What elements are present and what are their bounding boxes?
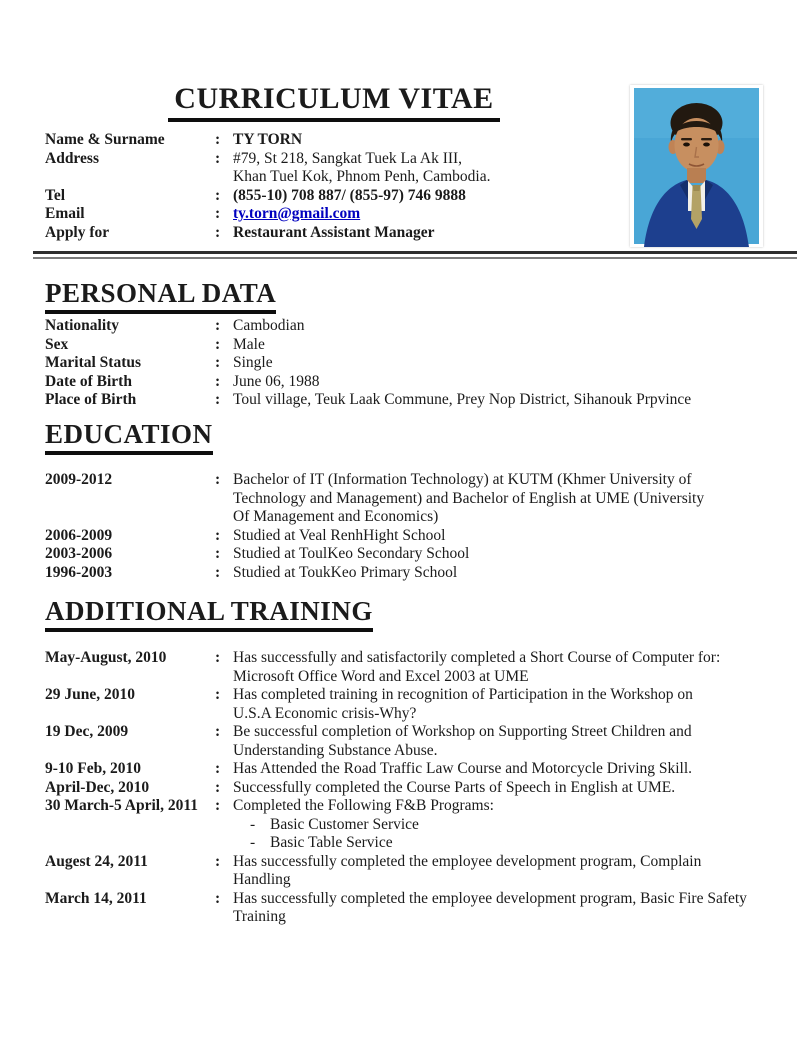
email-link[interactable]: ty.torn@gmail.com bbox=[233, 205, 361, 222]
field-row-name bbox=[45, 131, 623, 150]
education-heading: EDUCATION bbox=[45, 419, 213, 455]
row-label: 9-10 Feb, 2010 bbox=[45, 760, 142, 777]
bullet-item bbox=[233, 834, 793, 853]
row-label: May-August, 2010 bbox=[45, 649, 167, 666]
apply-for-value: Restaurant Assistant Manager bbox=[233, 223, 435, 241]
row-value-line: Studied at ToukKeo Primary School bbox=[233, 563, 458, 581]
training-row bbox=[45, 723, 793, 760]
portrait-photo bbox=[630, 85, 763, 247]
education-row bbox=[45, 564, 793, 583]
row-label: 19 Dec, 2009 bbox=[45, 723, 129, 740]
row-label: Nationality bbox=[45, 317, 120, 334]
bullet-text: Basic Customer Service bbox=[270, 815, 419, 833]
training-row bbox=[45, 686, 793, 723]
row-value-line: Handling bbox=[233, 871, 291, 888]
personal-row-nationality bbox=[45, 317, 793, 336]
row-value-line: Has successfully completed the employee development program, Complain bbox=[233, 852, 702, 870]
colon: : bbox=[215, 723, 221, 740]
row-label: 1996-2003 bbox=[45, 563, 113, 581]
row-label: April-Dec, 2010 bbox=[45, 778, 150, 796]
tel-value: (855-10) 708 887/ (855-97) 746 9888 bbox=[233, 186, 466, 204]
row-label: 2006-2009 bbox=[45, 526, 113, 544]
bullet-dash: - bbox=[250, 834, 256, 851]
education-row bbox=[45, 471, 793, 527]
row-value-line: Successfully completed the Course Parts of Speech in English at UME. bbox=[233, 778, 676, 796]
bullet-dash: - bbox=[250, 815, 256, 833]
training-row bbox=[45, 890, 793, 927]
row-value-line: Studied at Veal RenhHight School bbox=[233, 526, 446, 544]
colon: : bbox=[215, 760, 221, 777]
row-value-line: Studied at ToulKeo Secondary School bbox=[233, 545, 470, 562]
row-label: 29 June, 2010 bbox=[45, 686, 135, 703]
field-label: Apply for bbox=[45, 223, 110, 241]
row-label: 2003-2006 bbox=[45, 545, 113, 562]
training-row bbox=[45, 779, 793, 798]
row-value-line: Has completed training in recognition of Participation in the Workshop on bbox=[233, 686, 693, 703]
address-line: #79, St 218, Sangkat Tuek La Ak III, bbox=[233, 149, 463, 167]
personal-row-date-of-birth bbox=[45, 373, 793, 392]
field-label: Email bbox=[45, 205, 85, 222]
colon: : bbox=[215, 686, 221, 703]
section-personal-data bbox=[45, 278, 793, 410]
colon: : bbox=[215, 563, 221, 581]
colon: : bbox=[215, 131, 221, 148]
row-value-line: Has successfully completed the employee development program, Basic Fire Safety bbox=[233, 889, 747, 907]
row-value-line: Completed the Following F&B Programs: bbox=[233, 797, 494, 814]
row-label: March 14, 2011 bbox=[45, 889, 147, 907]
section-education bbox=[45, 419, 793, 582]
colon: : bbox=[215, 545, 221, 562]
field-row-tel bbox=[45, 187, 623, 206]
colon: : bbox=[215, 889, 221, 907]
colon: : bbox=[215, 526, 221, 544]
row-value-line: Technology and Management) and Bachelor of English at UME (University bbox=[233, 489, 705, 507]
colon: : bbox=[215, 317, 221, 334]
field-row-email bbox=[45, 205, 623, 224]
colon: : bbox=[215, 354, 221, 371]
row-value-line: Microsoft Office Word and Excel 2003 at UME bbox=[233, 667, 529, 685]
row-value: Toul village, Teuk Laak Commune, Prey Nop District, Sihanouk Prpvince bbox=[233, 391, 692, 408]
row-value-line: Training bbox=[233, 908, 286, 925]
colon: : bbox=[215, 649, 221, 666]
name-value: TY TORN bbox=[233, 131, 303, 148]
personal-row-place-of-birth bbox=[45, 391, 793, 410]
row-label: 2009-2012 bbox=[45, 471, 113, 488]
bullet-item bbox=[233, 816, 793, 835]
title-wrap bbox=[45, 82, 623, 122]
colon: : bbox=[215, 223, 221, 241]
colon: : bbox=[215, 149, 221, 167]
row-label: Marital Status bbox=[45, 354, 142, 371]
colon: : bbox=[215, 797, 221, 814]
colon: : bbox=[215, 335, 221, 353]
header-divider bbox=[33, 251, 797, 259]
training-row bbox=[45, 760, 793, 779]
row-value-line: Has successfully and satisfactorily completed a Short Course of Computer for: bbox=[233, 649, 721, 666]
education-row bbox=[45, 545, 793, 564]
additional-training-heading: ADDITIONAL TRAINING bbox=[45, 596, 373, 632]
row-label: Augest 24, 2011 bbox=[45, 852, 148, 870]
personal-row-marital-status bbox=[45, 354, 793, 373]
colon: : bbox=[215, 186, 221, 204]
row-label: 30 March-5 April, 2011 bbox=[45, 797, 198, 814]
personal-data-heading: PERSONAL DATA bbox=[45, 278, 276, 314]
row-value-line: Understanding Substance Abuse. bbox=[233, 741, 438, 759]
colon: : bbox=[215, 852, 221, 870]
portrait-photo-graphic bbox=[630, 85, 763, 247]
row-value: Male bbox=[233, 335, 265, 353]
education-row bbox=[45, 527, 793, 546]
bullet-text: Basic Table Service bbox=[270, 834, 393, 851]
section-additional-training bbox=[45, 596, 793, 927]
address-line: Khan Tuel Kok, Phnom Penh, Cambodia. bbox=[233, 168, 491, 185]
personal-row-sex bbox=[45, 336, 793, 355]
training-row bbox=[45, 649, 793, 686]
training-row bbox=[45, 853, 793, 890]
row-label: Date of Birth bbox=[45, 372, 132, 390]
row-value-line: Has Attended the Road Traffic Law Course and Motorcycle Driving Skill. bbox=[233, 760, 693, 777]
colon: : bbox=[215, 391, 221, 408]
row-value: Cambodian bbox=[233, 317, 305, 334]
row-value: June 06, 1988 bbox=[233, 372, 320, 390]
field-label: Name & Surname bbox=[45, 131, 165, 148]
training-row-fnb bbox=[45, 797, 793, 853]
row-value-line: U.S.A Economic crisis-Why? bbox=[233, 704, 417, 722]
row-label: Place of Birth bbox=[45, 391, 137, 408]
colon: : bbox=[215, 205, 221, 222]
colon: : bbox=[215, 471, 221, 488]
row-value-line: Be successful completion of Workshop on Supporting Street Children and bbox=[233, 723, 692, 740]
row-value-line: Of Management and Economics) bbox=[233, 508, 439, 525]
header-fields bbox=[45, 131, 623, 242]
row-value: Single bbox=[233, 354, 273, 371]
document-title: CURRICULUM VITAE bbox=[168, 82, 499, 122]
row-value-line: Bachelor of IT (Information Technology) at KUTM (Khmer University of bbox=[233, 471, 692, 488]
field-label: Tel bbox=[45, 186, 66, 204]
colon: : bbox=[215, 778, 221, 796]
field-row-address bbox=[45, 150, 623, 187]
field-row-apply-for bbox=[45, 224, 623, 243]
row-label: Sex bbox=[45, 335, 69, 353]
colon: : bbox=[215, 372, 221, 390]
field-label: Address bbox=[45, 149, 99, 167]
